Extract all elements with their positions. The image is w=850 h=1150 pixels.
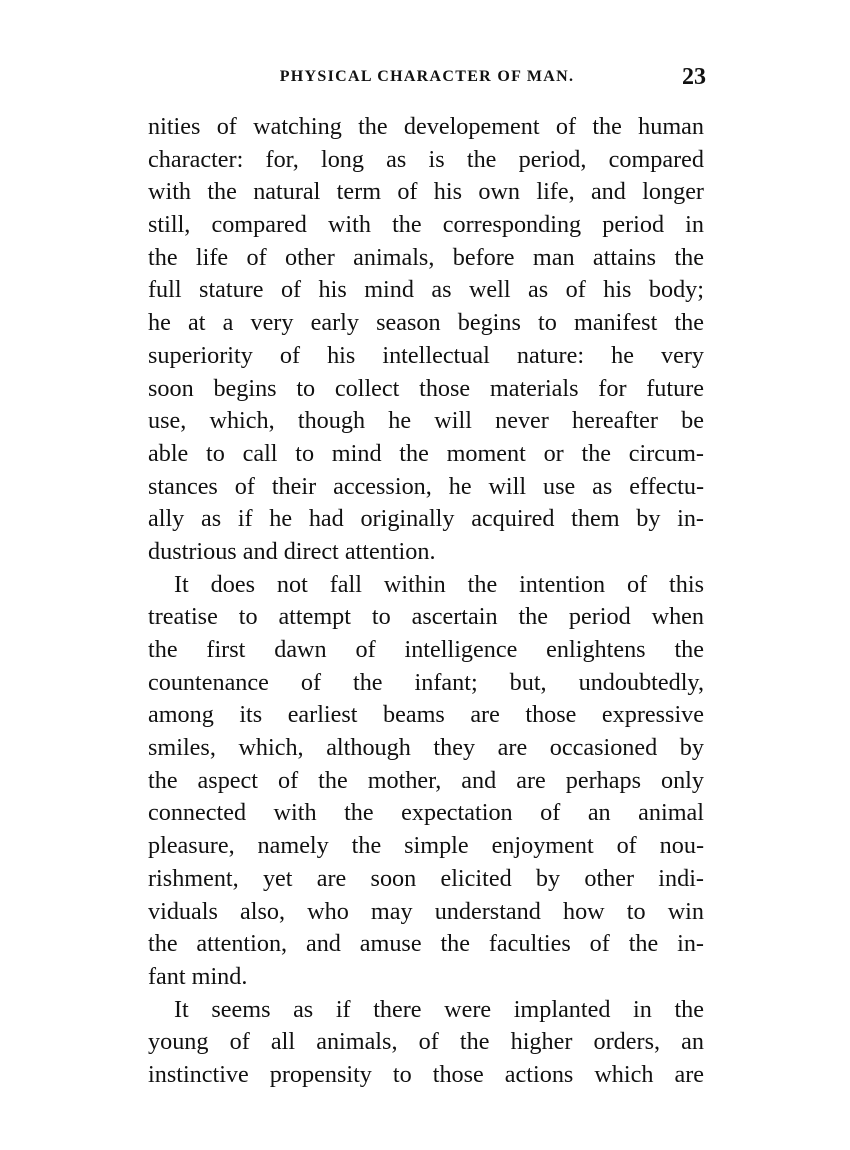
text-line: character: for, long as is the period, compared	[148, 145, 704, 173]
paragraph-1	[148, 111, 704, 569]
paragraph-3	[148, 994, 704, 1092]
page-number: 23	[682, 64, 706, 90]
text-line: instinctive propensity to those actions which are	[148, 1060, 704, 1088]
text-line: still, compared with the corresponding period in	[148, 211, 704, 239]
text-line: the first dawn of intelligence enlightens the	[148, 636, 704, 663]
text-line: with the natural term of his own life, and longer	[148, 178, 704, 206]
text-line: superiority of his intellectual nature: he very	[148, 341, 704, 369]
text-line: It seems as if there were implanted in the	[174, 995, 704, 1023]
text-line: young of all animals, of the higher orders, an	[148, 1028, 704, 1056]
text-line: pleasure, namely the simple enjoyment of nou-	[148, 832, 704, 860]
text-line: smiles, which, although they are occasioned by	[148, 734, 704, 762]
text-line: It does not fall within the intention of this	[174, 570, 704, 598]
text-line: soon begins to collect those materials for future	[148, 374, 704, 402]
running-title: PHYSICAL CHARACTER OF MAN.	[279, 68, 575, 85]
text-line: he at a very early season begins to manifest the	[148, 309, 704, 337]
text-line: viduals also, who may understand how to win	[148, 897, 704, 925]
text-line: use, which, though he will never hereafter be	[148, 407, 704, 435]
text-line: connected with the expectation of an animal	[148, 799, 704, 827]
text-line: able to call to mind the moment or the circum-	[148, 439, 704, 467]
text-line: dustrious and direct attention.	[148, 537, 436, 565]
running-head	[148, 62, 706, 92]
paragraph-2	[148, 569, 704, 994]
text-line: countenance of the infant; but, undoubtedly,	[148, 668, 704, 696]
text-line: stances of their accession, he will use as effectu-	[148, 472, 704, 500]
text-line: the life of other animals, before man attains the	[148, 243, 704, 271]
text-line: rishment, yet are soon elicited by other indi-	[148, 864, 704, 892]
body-text	[148, 111, 704, 1092]
text-line: among its earliest beams are those expressive	[148, 701, 704, 729]
text-line: fant mind.	[148, 962, 248, 990]
text-line: nities of watching the developement of the human	[148, 113, 704, 140]
text-line: ally as if he had originally acquired them by in-	[148, 505, 704, 533]
text-line: the attention, and amuse the faculties of the in-	[148, 930, 704, 958]
text-line: the aspect of the mother, and are perhaps only	[148, 766, 704, 794]
text-line: full stature of his mind as well as of his body;	[148, 276, 704, 304]
text-line: treatise to attempt to ascertain the period when	[148, 603, 704, 631]
